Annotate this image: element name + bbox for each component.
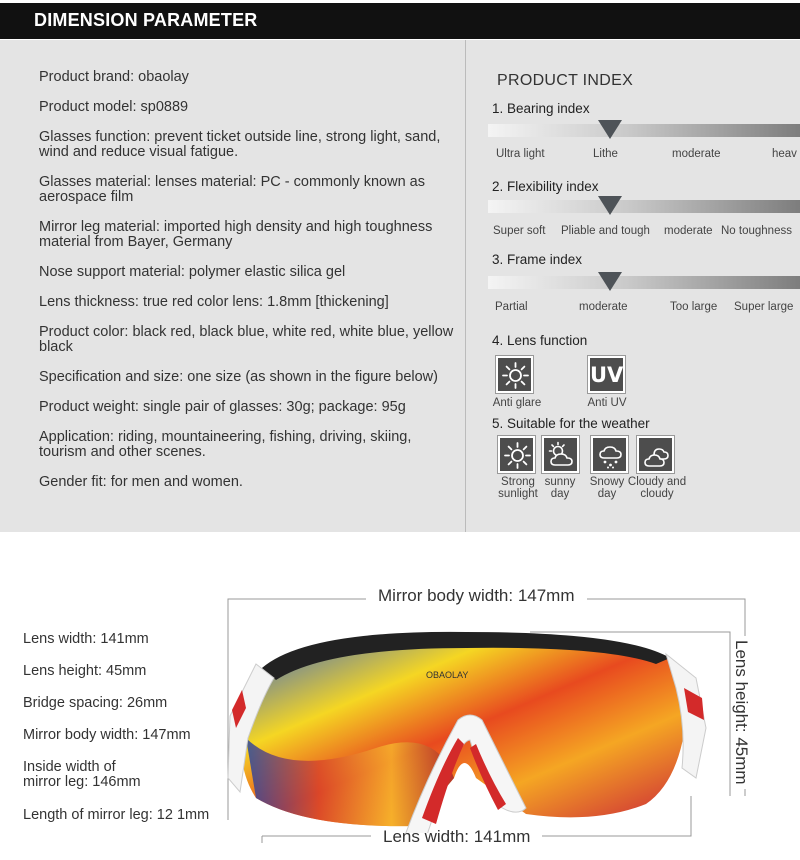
cloudy-label: Cloudy and cloudy	[627, 476, 687, 500]
bearing-index-bar	[488, 124, 800, 137]
param-lens-thickness: Lens thickness: true red color lens: 1.8mm [thickening]	[39, 294, 389, 310]
flexibility-label-2: Pliable and tough	[561, 225, 650, 237]
param-leg-material: Mirror leg material: imported high density and high toughness material from Bayer, Germany	[39, 219, 433, 250]
frame-label-3: Too large	[670, 301, 718, 313]
frame-index-marker	[598, 272, 622, 291]
flexibility-label-4: No toughness	[721, 225, 792, 237]
param-brand: Product brand: obaolay	[39, 69, 189, 85]
anti-glare-icon	[496, 356, 533, 393]
header	[0, 0, 800, 40]
sunglasses-image	[226, 628, 710, 833]
flexibility-index-title: 2. Flexibility index	[492, 179, 599, 194]
strong-sunlight-label: Strong sunlight	[498, 476, 538, 500]
spec-lens-width: Lens width: 141mm	[23, 631, 149, 647]
anti-uv-icon	[588, 356, 625, 393]
flexibility-index-bar	[488, 200, 800, 213]
snowy-day-icon	[591, 436, 628, 473]
param-size: Specification and size: one size (as shown in the figure below)	[39, 369, 438, 385]
bearing-label-3: moderate	[672, 148, 721, 160]
spec-bridge: Bridge spacing: 26mm	[23, 695, 168, 711]
logo: OBAOLAY	[426, 670, 469, 680]
sunny-day-label: sunny day	[544, 476, 576, 500]
param-gender: Gender fit: for men and women.	[39, 474, 243, 490]
frame-label-2: moderate	[579, 301, 628, 313]
body-width-dimension: Mirror body width: 147mm	[366, 586, 587, 606]
weather-title: 5. Suitable for the weather	[492, 416, 650, 431]
parameter-list	[39, 70, 459, 505]
flexibility-label-3: moderate	[664, 225, 713, 237]
lens-width-dimension: Lens width: 141mm	[371, 827, 542, 847]
spec-inside-width: Inside width of mirror leg: 146mm	[23, 759, 141, 790]
cloudy-icon	[637, 436, 674, 473]
anti-glare-label: Anti glare	[492, 397, 542, 409]
lens-height-dimension: Lens height: 45mm	[731, 636, 751, 789]
lens-function-title: 4. Lens function	[492, 333, 588, 348]
param-application: Application: riding, mountaineering, fishing, driving, skiing, tourism and other scenes.	[39, 429, 412, 460]
vertical-divider	[465, 40, 466, 532]
header-bar	[0, 3, 800, 39]
flexibility-label-1: Super soft	[493, 225, 546, 237]
flexibility-index-marker	[598, 196, 622, 215]
page-title: DIMENSION PARAMETER	[34, 10, 258, 30]
bearing-index-marker	[598, 120, 622, 139]
param-model: Product model: sp0889	[39, 99, 189, 115]
product-index-title: PRODUCT INDEX	[497, 72, 634, 89]
anti-uv-label: Anti UV	[587, 397, 627, 409]
param-function: Glasses function: prevent ticket outside line, strong light, sand, wind and reduce visual fatigue.	[39, 129, 441, 160]
bearing-label-2: Lithe	[593, 148, 618, 160]
spec-lens-height: Lens height: 45mm	[23, 663, 147, 679]
bearing-index-title: 1. Bearing index	[492, 101, 590, 116]
spec-body-width: Mirror body width: 147mm	[23, 727, 191, 743]
bearing-label-4: heav	[772, 148, 797, 160]
strong-sunlight-icon	[498, 436, 535, 473]
frame-label-1: Partial	[495, 301, 528, 313]
frame-index-title: 3. Frame index	[492, 252, 583, 267]
snowy-day-label: Snowy day	[589, 476, 625, 500]
uv-glyph: UV	[590, 363, 624, 387]
frame-index-bar	[488, 276, 800, 289]
spec-leg-length: Length of mirror leg: 12 1mm	[23, 807, 210, 823]
frame-label-4: Super large	[734, 301, 794, 313]
param-color: Product color: black red, black blue, white red, white blue, yellow black	[39, 324, 454, 355]
param-nose-support: Nose support material: polymer elastic silica gel	[39, 264, 346, 280]
param-weight: Product weight: single pair of glasses: 30g; package: 95g	[39, 399, 406, 415]
bearing-label-1: Ultra light	[496, 148, 545, 160]
param-glasses-material: Glasses material: lenses material: PC - commonly known as aerospace film	[39, 174, 425, 205]
sunny-day-icon	[542, 436, 579, 473]
